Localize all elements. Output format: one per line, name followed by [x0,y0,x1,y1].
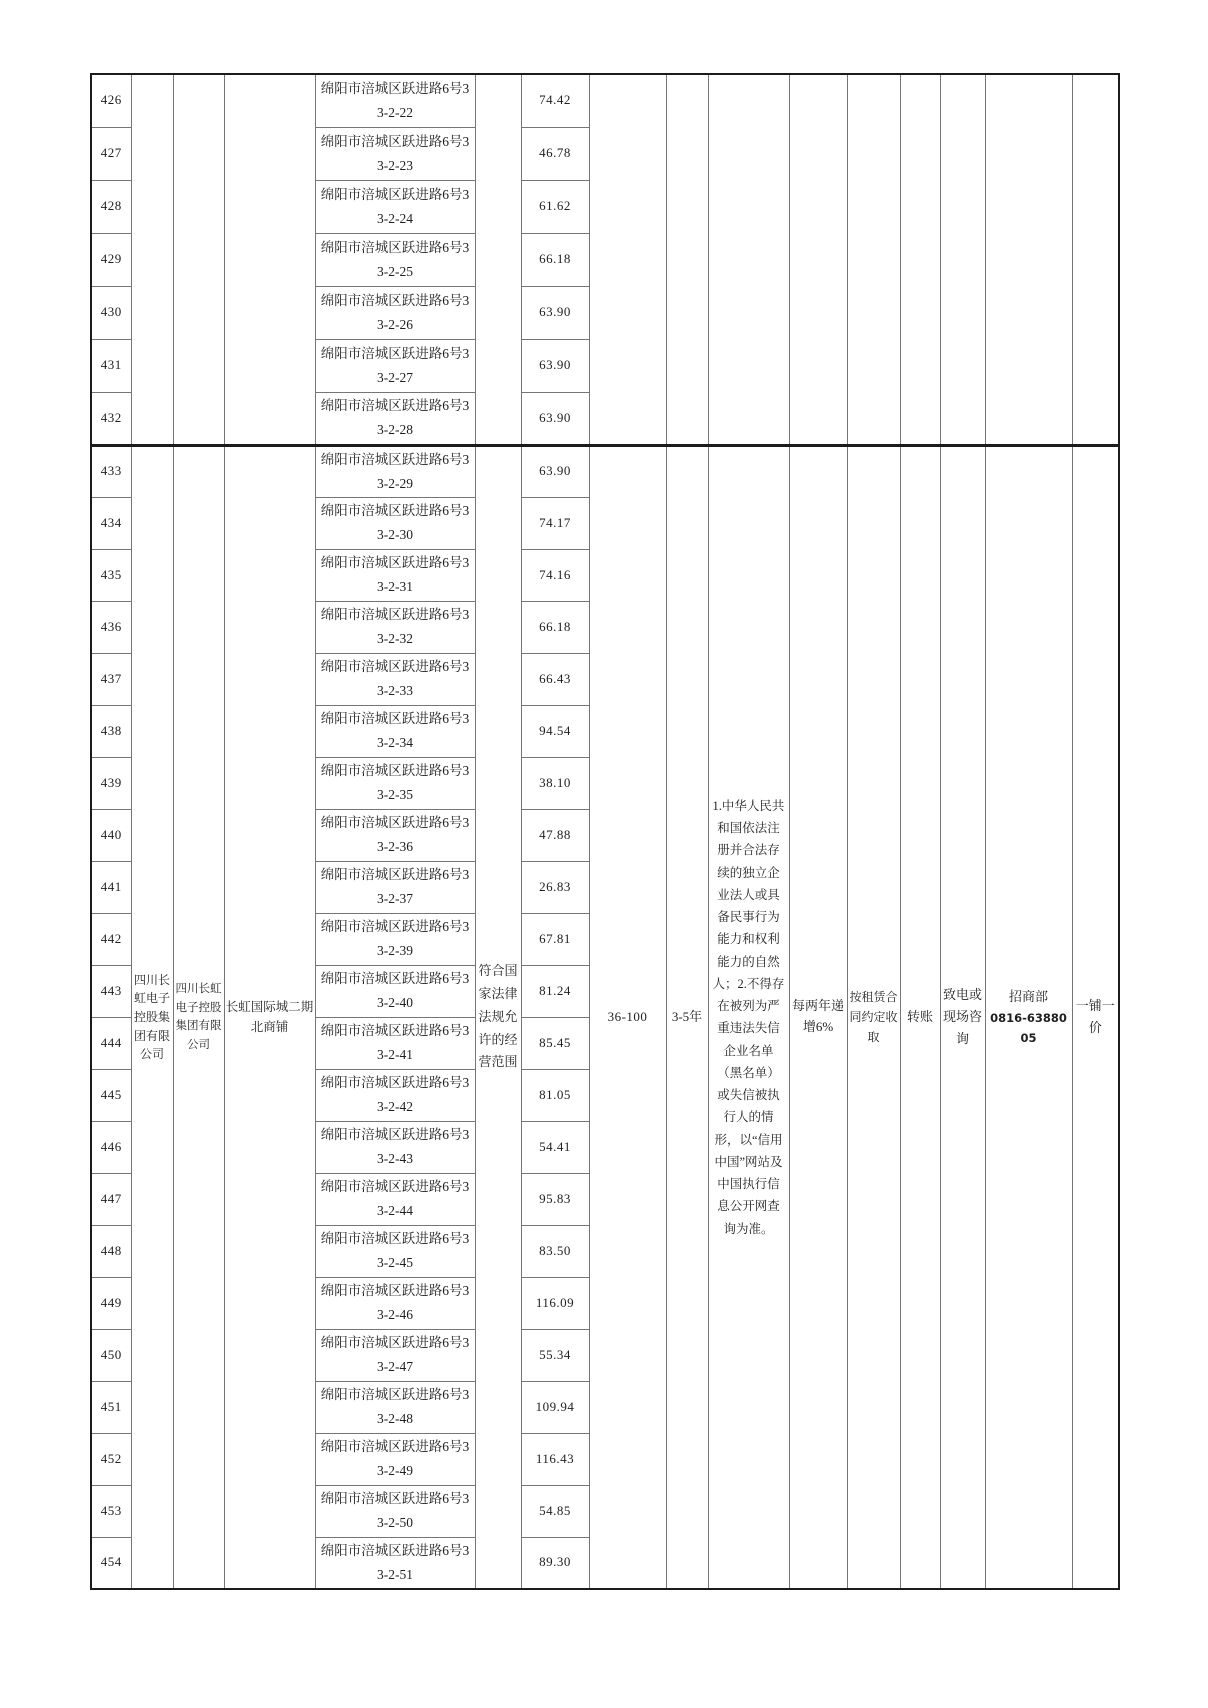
cell-area: 74.16 [521,549,589,601]
cell-address: 绵阳市涪城区跃进路6号33-2-48 [315,1381,475,1433]
cell-address: 绵阳市涪城区跃进路6号33-2-33 [315,653,475,705]
cell-row-number: 430 [91,286,131,339]
cell-address: 绵阳市涪城区跃进路6号33-2-41 [315,1017,475,1069]
merged-cell-contact [985,74,1072,445]
table-section-2 [91,445,1119,1589]
cell-row-number: 444 [91,1017,131,1069]
cell-row-number: 437 [91,653,131,705]
cell-row-number: 428 [91,180,131,233]
cell-area: 63.90 [521,286,589,339]
cell-address: 绵阳市涪城区跃进路6号33-2-29 [315,445,475,497]
merged-cell-consult-method: 致电或现场咨询 [940,445,985,1589]
cell-row-number: 454 [91,1537,131,1589]
table-row-426 [91,74,1119,127]
cell-address: 绵阳市涪城区跃进路6号33-2-35 [315,757,475,809]
cell-address: 绵阳市涪城区跃进路6号33-2-47 [315,1329,475,1381]
merged-cell-consult-method [940,74,985,445]
cell-area: 26.83 [521,861,589,913]
cell-address: 绵阳市涪城区跃进路6号33-2-36 [315,809,475,861]
merged-cell-contact [985,445,1072,1589]
cell-row-number: 450 [91,1329,131,1381]
cell-row-number: 441 [91,861,131,913]
cell-address: 绵阳市涪城区跃进路6号33-2-31 [315,549,475,601]
merged-cell-owner-company [131,74,173,445]
contact-department: 招商部 [1008,988,1048,1004]
contact-phone-number: 0816-6388005 [990,1010,1067,1046]
cell-row-number: 442 [91,913,131,965]
cell-row-number: 433 [91,445,131,497]
cell-area: 66.18 [521,233,589,286]
cell-area: 85.45 [521,1017,589,1069]
cell-area: 74.42 [521,74,589,127]
merged-cell-deposit: 按租赁合同约定收取 [847,445,900,1589]
cell-row-number: 429 [91,233,131,286]
cell-address: 绵阳市涪城区跃进路6号33-2-27 [315,339,475,392]
merged-cell-business-scope: 符合国家法律法规允许的经营范围 [475,445,521,1589]
cell-row-number: 452 [91,1433,131,1485]
cell-address: 绵阳市涪城区跃进路6号33-2-40 [315,965,475,1017]
cell-address: 绵阳市涪城区跃进路6号33-2-24 [315,180,475,233]
merged-cell-payment-method [900,74,940,445]
cell-address: 绵阳市涪城区跃进路6号33-2-44 [315,1173,475,1225]
merged-cell-operating-company [173,74,224,445]
cell-area: 109.94 [521,1381,589,1433]
cell-row-number: 443 [91,965,131,1017]
cell-address: 绵阳市涪城区跃进路6号33-2-30 [315,497,475,549]
cell-area: 55.34 [521,1329,589,1381]
merged-cell-rent-increase [789,74,847,445]
cell-row-number: 448 [91,1225,131,1277]
merged-cell-lease-term [666,74,708,445]
cell-area: 81.24 [521,965,589,1017]
cell-area: 63.90 [521,445,589,497]
cell-area: 89.30 [521,1537,589,1589]
cell-row-number: 435 [91,549,131,601]
cell-address: 绵阳市涪城区跃进路6号33-2-25 [315,233,475,286]
cell-address: 绵阳市涪城区跃进路6号33-2-42 [315,1069,475,1121]
cell-address: 绵阳市涪城区跃进路6号33-2-37 [315,861,475,913]
merged-cell-operating-company: 四川长虹电子控股集团有限公司 [173,445,224,1589]
merged-cell-owner-company: 四川长虹电子控股集团有限公司 [131,445,173,1589]
cell-area: 67.81 [521,913,589,965]
cell-area: 81.05 [521,1069,589,1121]
cell-address: 绵阳市涪城区跃进路6号33-2-26 [315,286,475,339]
cell-area: 54.41 [521,1121,589,1173]
cell-area: 61.62 [521,180,589,233]
merged-cell-rent-increase: 每两年递增6% [789,445,847,1589]
cell-address: 绵阳市涪城区跃进路6号33-2-34 [315,705,475,757]
cell-address: 绵阳市涪城区跃进路6号33-2-51 [315,1537,475,1589]
merged-cell-area-range [589,74,666,445]
table-section-1 [91,74,1119,445]
cell-address: 绵阳市涪城区跃进路6号33-2-39 [315,913,475,965]
cell-area: 38.10 [521,757,589,809]
cell-address: 绵阳市涪城区跃进路6号33-2-23 [315,127,475,180]
cell-area: 83.50 [521,1225,589,1277]
cell-area: 54.85 [521,1485,589,1537]
merged-cell-business-scope [475,74,521,445]
cell-area: 116.09 [521,1277,589,1329]
cell-address: 绵阳市涪城区跃进路6号33-2-49 [315,1433,475,1485]
cell-address: 绵阳市涪城区跃进路6号33-2-45 [315,1225,475,1277]
cell-row-number: 451 [91,1381,131,1433]
cell-area: 47.88 [521,809,589,861]
lease-table [90,73,1120,1590]
merged-cell-pricing: 一铺一价 [1072,445,1119,1589]
cell-address: 绵阳市涪城区跃进路6号33-2-43 [315,1121,475,1173]
cell-row-number: 446 [91,1121,131,1173]
merged-cell-property-name: 长虹国际城二期北商铺 [224,445,315,1589]
cell-row-number: 436 [91,601,131,653]
merged-cell-area-range: 36-100 [589,445,666,1589]
cell-address: 绵阳市涪城区跃进路6号33-2-46 [315,1277,475,1329]
cell-area: 63.90 [521,392,589,445]
cell-row-number: 447 [91,1173,131,1225]
merged-cell-payment-method: 转账 [900,445,940,1589]
cell-address: 绵阳市涪城区跃进路6号33-2-50 [315,1485,475,1537]
cell-row-number: 427 [91,127,131,180]
merged-cell-qualification: 1.中华人民共和国依法注册并合法存续的独立企业法人或具备民事行为能力和权利能力的自然人；2.不得存在被列为严重违法失信企业名单（黑名单）或失信被执行人的情形，以“信用中国”网站及中国执行信息公开网查询为准。 [708,445,789,1589]
cell-area: 46.78 [521,127,589,180]
cell-row-number: 434 [91,497,131,549]
cell-area: 94.54 [521,705,589,757]
cell-row-number: 449 [91,1277,131,1329]
cell-row-number: 439 [91,757,131,809]
cell-area: 63.90 [521,339,589,392]
cell-row-number: 431 [91,339,131,392]
cell-row-number: 426 [91,74,131,127]
cell-area: 66.18 [521,601,589,653]
merged-cell-pricing [1072,74,1119,445]
merged-cell-lease-term: 3-5年 [666,445,708,1589]
cell-address: 绵阳市涪城区跃进路6号33-2-22 [315,74,475,127]
merged-cell-qualification [708,74,789,445]
cell-area: 95.83 [521,1173,589,1225]
cell-area: 116.43 [521,1433,589,1485]
cell-row-number: 445 [91,1069,131,1121]
cell-address: 绵阳市涪城区跃进路6号33-2-28 [315,392,475,445]
cell-row-number: 440 [91,809,131,861]
cell-address: 绵阳市涪城区跃进路6号33-2-32 [315,601,475,653]
merged-cell-property-name [224,74,315,445]
cell-area: 66.43 [521,653,589,705]
cell-row-number: 453 [91,1485,131,1537]
merged-cell-deposit [847,74,900,445]
cell-row-number: 438 [91,705,131,757]
cell-area: 74.17 [521,497,589,549]
cell-row-number: 432 [91,392,131,445]
table-row-433 [91,445,1119,497]
